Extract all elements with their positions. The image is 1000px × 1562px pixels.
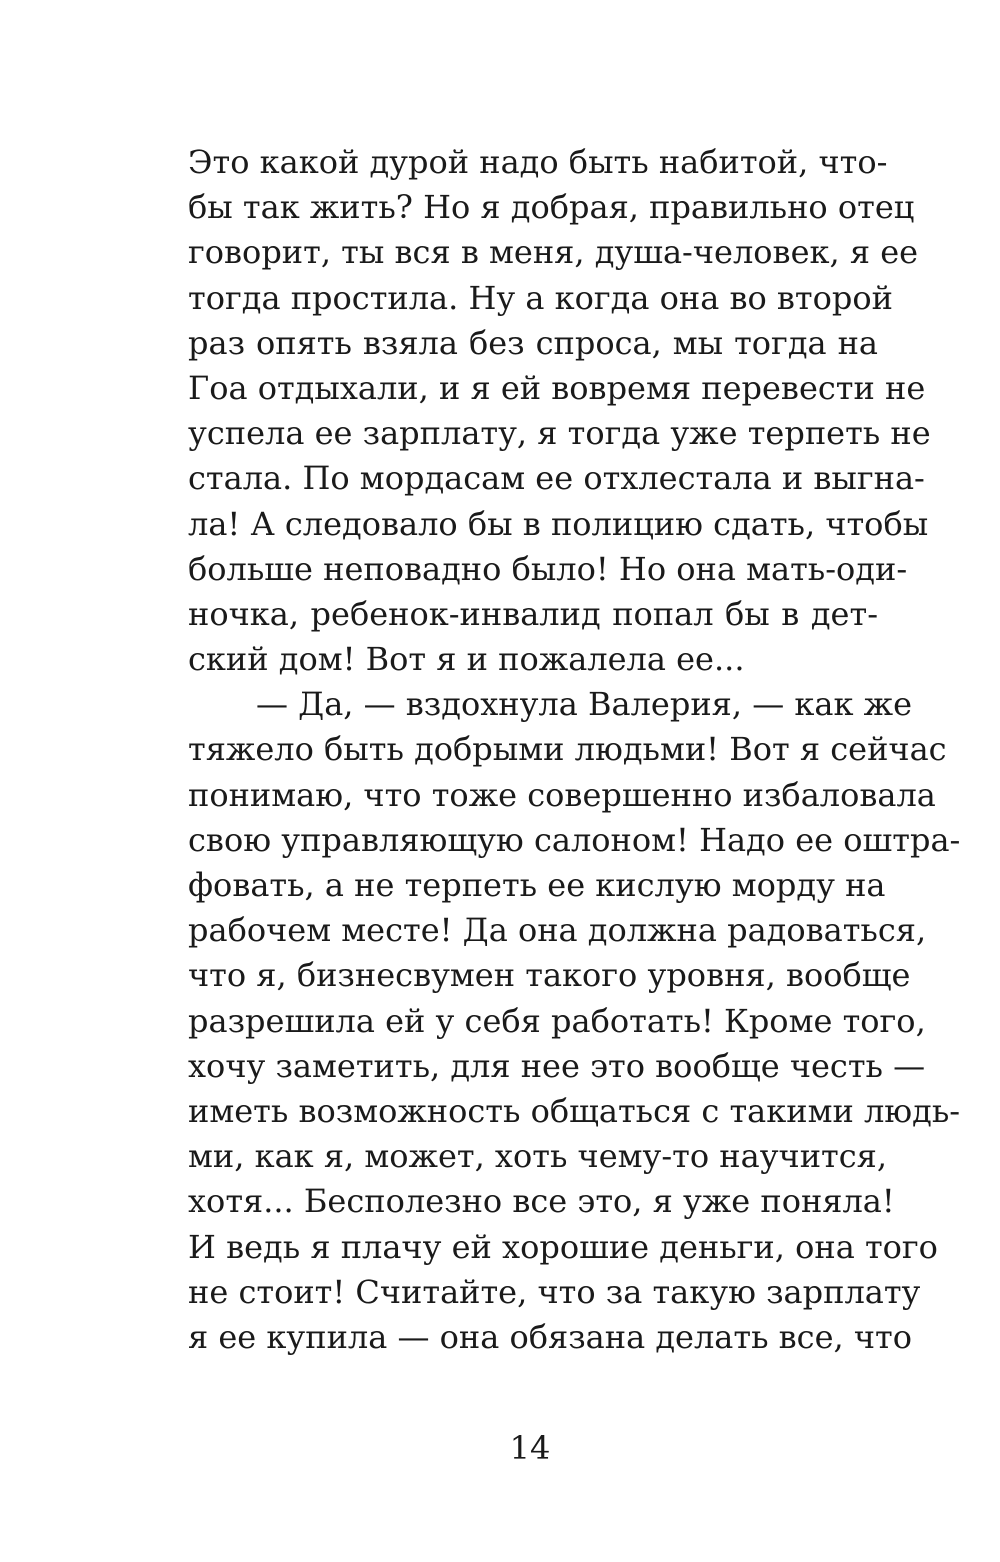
text-line: успела ее зарплату, я тогда уже терпеть не <box>188 414 931 453</box>
page-number: 14 <box>509 1429 551 1467</box>
text-line: ла! А следовало бы в полицию сдать, чтобы <box>188 504 929 543</box>
text-line: ночка, ребенок-инвалид попал бы в дет- <box>188 594 878 633</box>
text-line: понимаю, что тоже совершенно избаловала <box>188 775 936 814</box>
text-line: больше неповадно было! Но она мать-оди- <box>188 549 908 588</box>
text-line: иметь возможность общаться с такими людь- <box>188 1091 961 1130</box>
text-line: фовать, а не терпеть ее кислую морду на <box>188 866 886 904</box>
text-line: тяжело быть добрыми людьми! Вот я сейчас <box>188 730 947 769</box>
text-line: стала. По мордасам ее отхлестала и выгна- <box>188 459 925 498</box>
text-line: хотя... Бесполезно все это, я уже поняла! <box>188 1182 895 1221</box>
text-line: что я, бизнесвумен такого уровня, вообще <box>188 956 911 995</box>
text-line: я ее купила — она обязана делать все, что <box>188 1317 912 1356</box>
text-line: тогда простила. Ну а когда она во второй <box>188 278 893 317</box>
body-text <box>188 140 961 1360</box>
text-line: рабочем месте! Да она должна радоваться, <box>188 911 927 950</box>
text-line: раз опять взяла без спроса, мы тогда на <box>188 323 878 362</box>
text-line: говорит, ты вся в меня, душа-человек, я ее <box>188 233 919 272</box>
text-line: Это какой дурой надо быть набитой, что- <box>188 143 888 181</box>
text-line: Гоа отдыхали, и я ей вовремя перевести не <box>188 368 926 407</box>
text-line: свою управляющую салоном! Надо ее оштра- <box>188 820 961 859</box>
text-line: ский дом! Вот я и пожалела ее... <box>188 640 745 679</box>
text-line: разрешила ей у себя работать! Кроме того, <box>188 1001 926 1040</box>
text-line: бы так жить? Но я добрая, правильно отец <box>188 188 915 227</box>
text-line: хочу заметить, для нее это вообще честь — <box>188 1046 926 1085</box>
text-line: — Да, — вздохнула Валерия, — как же <box>256 685 912 724</box>
text-line: ми, как я, может, хоть чему-то научится, <box>188 1137 887 1176</box>
text-line: не стоит! Считайте, что за такую зарплату <box>188 1272 921 1311</box>
text-line: И ведь я плачу ей хорошие деньги, она того <box>188 1227 938 1266</box>
